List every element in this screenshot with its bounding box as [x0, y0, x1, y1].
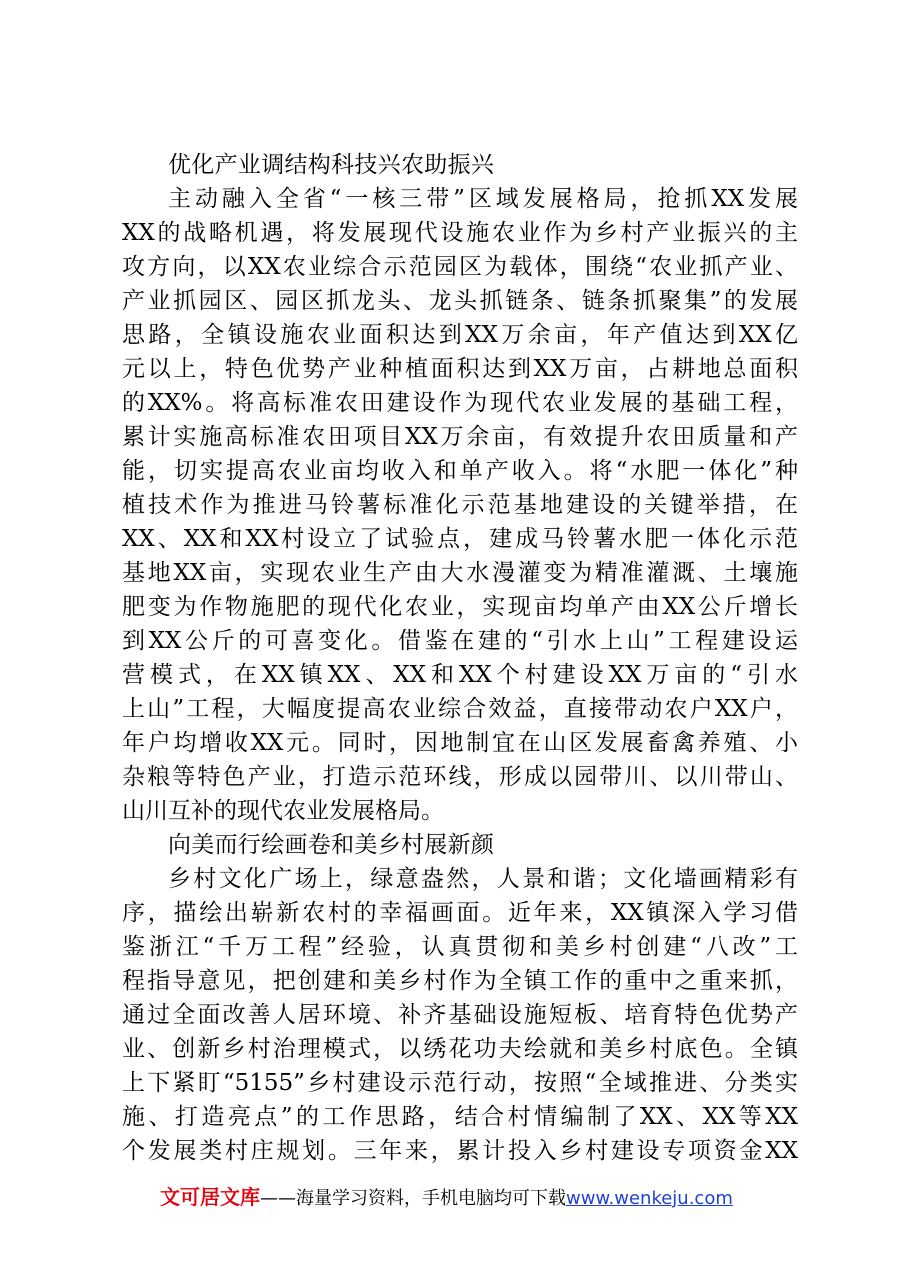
paragraph-line: 的XX%。将高标准农田建设作为现代农业发展的基础工程， — [122, 390, 798, 416]
paragraph-line: 通过全面改善人居环境、补齐基础设施短板、培育特色优势产 — [122, 1002, 798, 1028]
paragraph-line: 思路，全镇设施农业面积达到XX万余亩，年产值达到XX亿 — [122, 322, 798, 348]
paragraph-line: 年户均增收XX元。同时，因地制宜在山区发展畜禽养殖、小 — [122, 730, 798, 756]
section-paragraph-2 — [122, 862, 798, 1168]
paragraph-line: 能，切实提高农业亩均收入和单产收入。将“水肥一体化”种 — [122, 458, 798, 484]
paragraph-line: 程指导意见，把创建和美乡村作为全镇工作的重中之重来抓， — [122, 968, 798, 994]
document-body — [122, 148, 798, 1168]
paragraph-line: 杂粮等特色产业，打造示范环线，形成以园带川、以川带山、 — [122, 764, 798, 790]
footer-banner — [160, 1183, 780, 1213]
section-heading-1: 优化产业调结构科技兴农助振兴 — [168, 152, 495, 178]
paragraph-line: 攻方向，以XX农业综合示范园区为载体，围绕“农业抓产业、 — [122, 254, 798, 280]
paragraph-line: 基地XX亩，实现农业生产由大水漫灌变为精准灌溉、土壤施 — [122, 560, 798, 586]
paragraph-line: 累计实施高标准农田项目XX万余亩，有效提升农田质量和产 — [122, 424, 798, 450]
paragraph-line: 植技术作为推进马铃薯标准化示范基地建设的关键举措，在 — [122, 492, 798, 518]
paragraph-line: 营模式，在XX镇XX、XX和XX个村建设XX万亩的“引水 — [122, 662, 798, 688]
section-heading-2: 向美而行绘画卷和美乡村展新颜 — [168, 832, 495, 858]
paragraph-line: 鉴浙江“千万工程”经验，认真贯彻和美乡村创建“八改”工 — [122, 934, 798, 960]
paragraph-line: 序，描绘出崭新农村的幸福画面。近年来，XX镇深入学习借 — [122, 900, 798, 926]
paragraph-line: 上山”工程，大幅度提高农业综合效益，直接带动农户XX户， — [122, 696, 798, 722]
paragraph-line: 到XX公斤的可喜变化。借鉴在建的“引水上山”工程建设运 — [122, 628, 798, 654]
paragraph-line: 元以上，特色优势产业种植面积达到XX万亩，占耕地总面积 — [122, 356, 798, 382]
paragraph-line: XX的战略机遇，将发展现代设施农业作为乡村产业振兴的主 — [122, 220, 798, 246]
paragraph-line: 上下紧盯“5155”乡村建设示范行动，按照“全域推进、分类实 — [122, 1070, 798, 1096]
paragraph-line: 业、创新乡村治理模式，以绣花功夫绘就和美乡村底色。全镇 — [122, 1036, 798, 1062]
footer-website-link[interactable]: www.wenkeju.com — [566, 1188, 733, 1209]
paragraph-line: 个发展类村庄规划。三年来，累计投入乡村建设专项资金XX — [122, 1138, 798, 1164]
paragraph-line: 施、打造亮点”的工作思路，结合村情编制了XX、XX等XX — [122, 1104, 798, 1130]
footer-tagline: ——海量学习资料，手机电脑均可下载 — [260, 1188, 566, 1209]
section-paragraph-1 — [122, 182, 798, 828]
footer-brand: 文可居文库 — [160, 1185, 260, 1209]
paragraph-line: 主动融入全省“一核三带”区域发展格局，抢抓XX发展 — [168, 186, 798, 212]
paragraph-line: XX、XX和XX村设立了试验点，建成马铃薯水肥一体化示范 — [122, 526, 798, 552]
paragraph-line: 乡村文化广场上，绿意盎然，人景和谐；文化墙画精彩有 — [168, 866, 798, 892]
paragraph-line: 山川互补的现代农业发展格局。 — [122, 798, 444, 824]
paragraph-line: 产业抓园区、园区抓龙头、龙头抓链条、链条抓聚集”的发展 — [122, 288, 798, 314]
paragraph-line: 肥变为作物施肥的现代化农业，实现亩均单产由XX公斤增长 — [122, 594, 798, 620]
